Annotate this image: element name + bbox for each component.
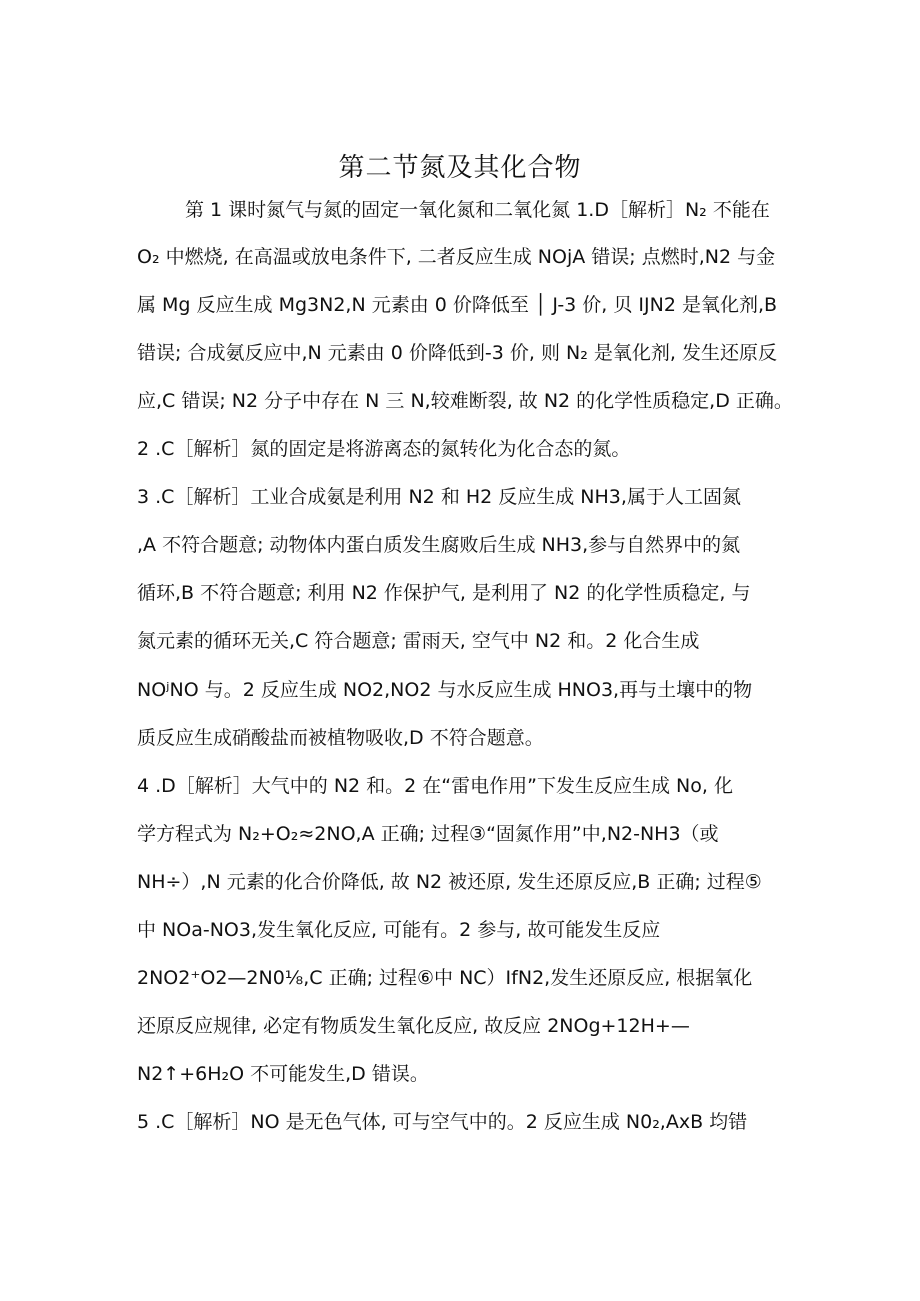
text-line: ,A 不符合题意; 动物体内蛋白质发生腐败后生成 NH3,参与自然界中的氮 bbox=[137, 534, 741, 556]
text-line: NH÷）,N 元素的化合价降低, 故 N2 被还原, 发生还原反应,B 正确; 过程⑤ bbox=[137, 871, 762, 893]
text-line: 5 .C［解析］NO 是无色气体, 可与空气中的。2 反应生成 N0₂,AxB 均错 bbox=[137, 1111, 748, 1133]
text-line: 属 Mg 反应生成 Mg3N2,N 元素由 0 价降低至 │ J-3 价, 贝 IJN2 是氧化剂,B bbox=[137, 294, 778, 316]
text-line: 第 1 课时氮气与氮的固定一氧化氮和二氧化氮 1.D［解析］N₂ 不能在 bbox=[185, 199, 770, 221]
text-line: 应,C 错误; N2 分子中存在 N 三 N,较难断裂, 故 N2 的化学性质稳定,D 正确。 bbox=[137, 390, 793, 412]
text-line: 质反应生成硝酸盐而被植物吸收,D 不符合题意。 bbox=[137, 727, 544, 749]
text-line: NOʲNO 与。2 反应生成 NO2,NO2 与水反应生成 HNO3,再与土壤中的物 bbox=[137, 679, 753, 701]
text-line: 2 .C［解析］氮的固定是将游离态的氮转化为化合态的氮。 bbox=[137, 438, 631, 460]
text-line: 3 .C［解析］工业合成氨是利用 N2 和 H2 反应生成 NH3,属于人工固氮 bbox=[137, 486, 741, 508]
text-line: N2↑+6H₂O 不可能发生,D 错误。 bbox=[137, 1063, 429, 1085]
page-title: 第二节氮及其化合物 bbox=[338, 153, 582, 184]
text-line: 中 NOa-NO3,发生氧化反应, 可能有。2 参与, 故可能发生反应 bbox=[137, 919, 661, 941]
text-line: 还原反应规律, 必定有物质发生氧化反应, 故反应 2NOg+12H+— bbox=[137, 1015, 690, 1037]
text-line: 氮元素的循环无关,C 符合题意; 雷雨天, 空气中 N2 和。2 化合生成 bbox=[137, 630, 700, 652]
text-line: 学方程式为 N₂+O₂≈2NO,A 正确; 过程③“固氮作用”中,N2-NH3（或 bbox=[137, 823, 719, 845]
text-line: 2NO2⁺O2—2N0⅛,C 正确; 过程⑥中 NC）IfN2,发生还原反应, 根据氧化 bbox=[137, 967, 753, 989]
text-line: 4 .D［解析］大气中的 N2 和。2 在“雷电作用”下发生反应生成 No, 化 bbox=[137, 775, 733, 797]
text-line: O₂ 中燃烧, 在高温或放电条件下, 二者反应生成 NOjA 错误; 点燃时,N2 与金 bbox=[137, 246, 776, 268]
text-line: 错误; 合成氨反应中,N 元素由 0 价降低到-3 价, 则 N₂ 是氧化剂, 发生还原反 bbox=[137, 342, 777, 364]
text-line: 循环,B 不符合题意; 利用 N2 作保护气, 是利用了 N2 的化学性质稳定, 与 bbox=[137, 582, 751, 604]
